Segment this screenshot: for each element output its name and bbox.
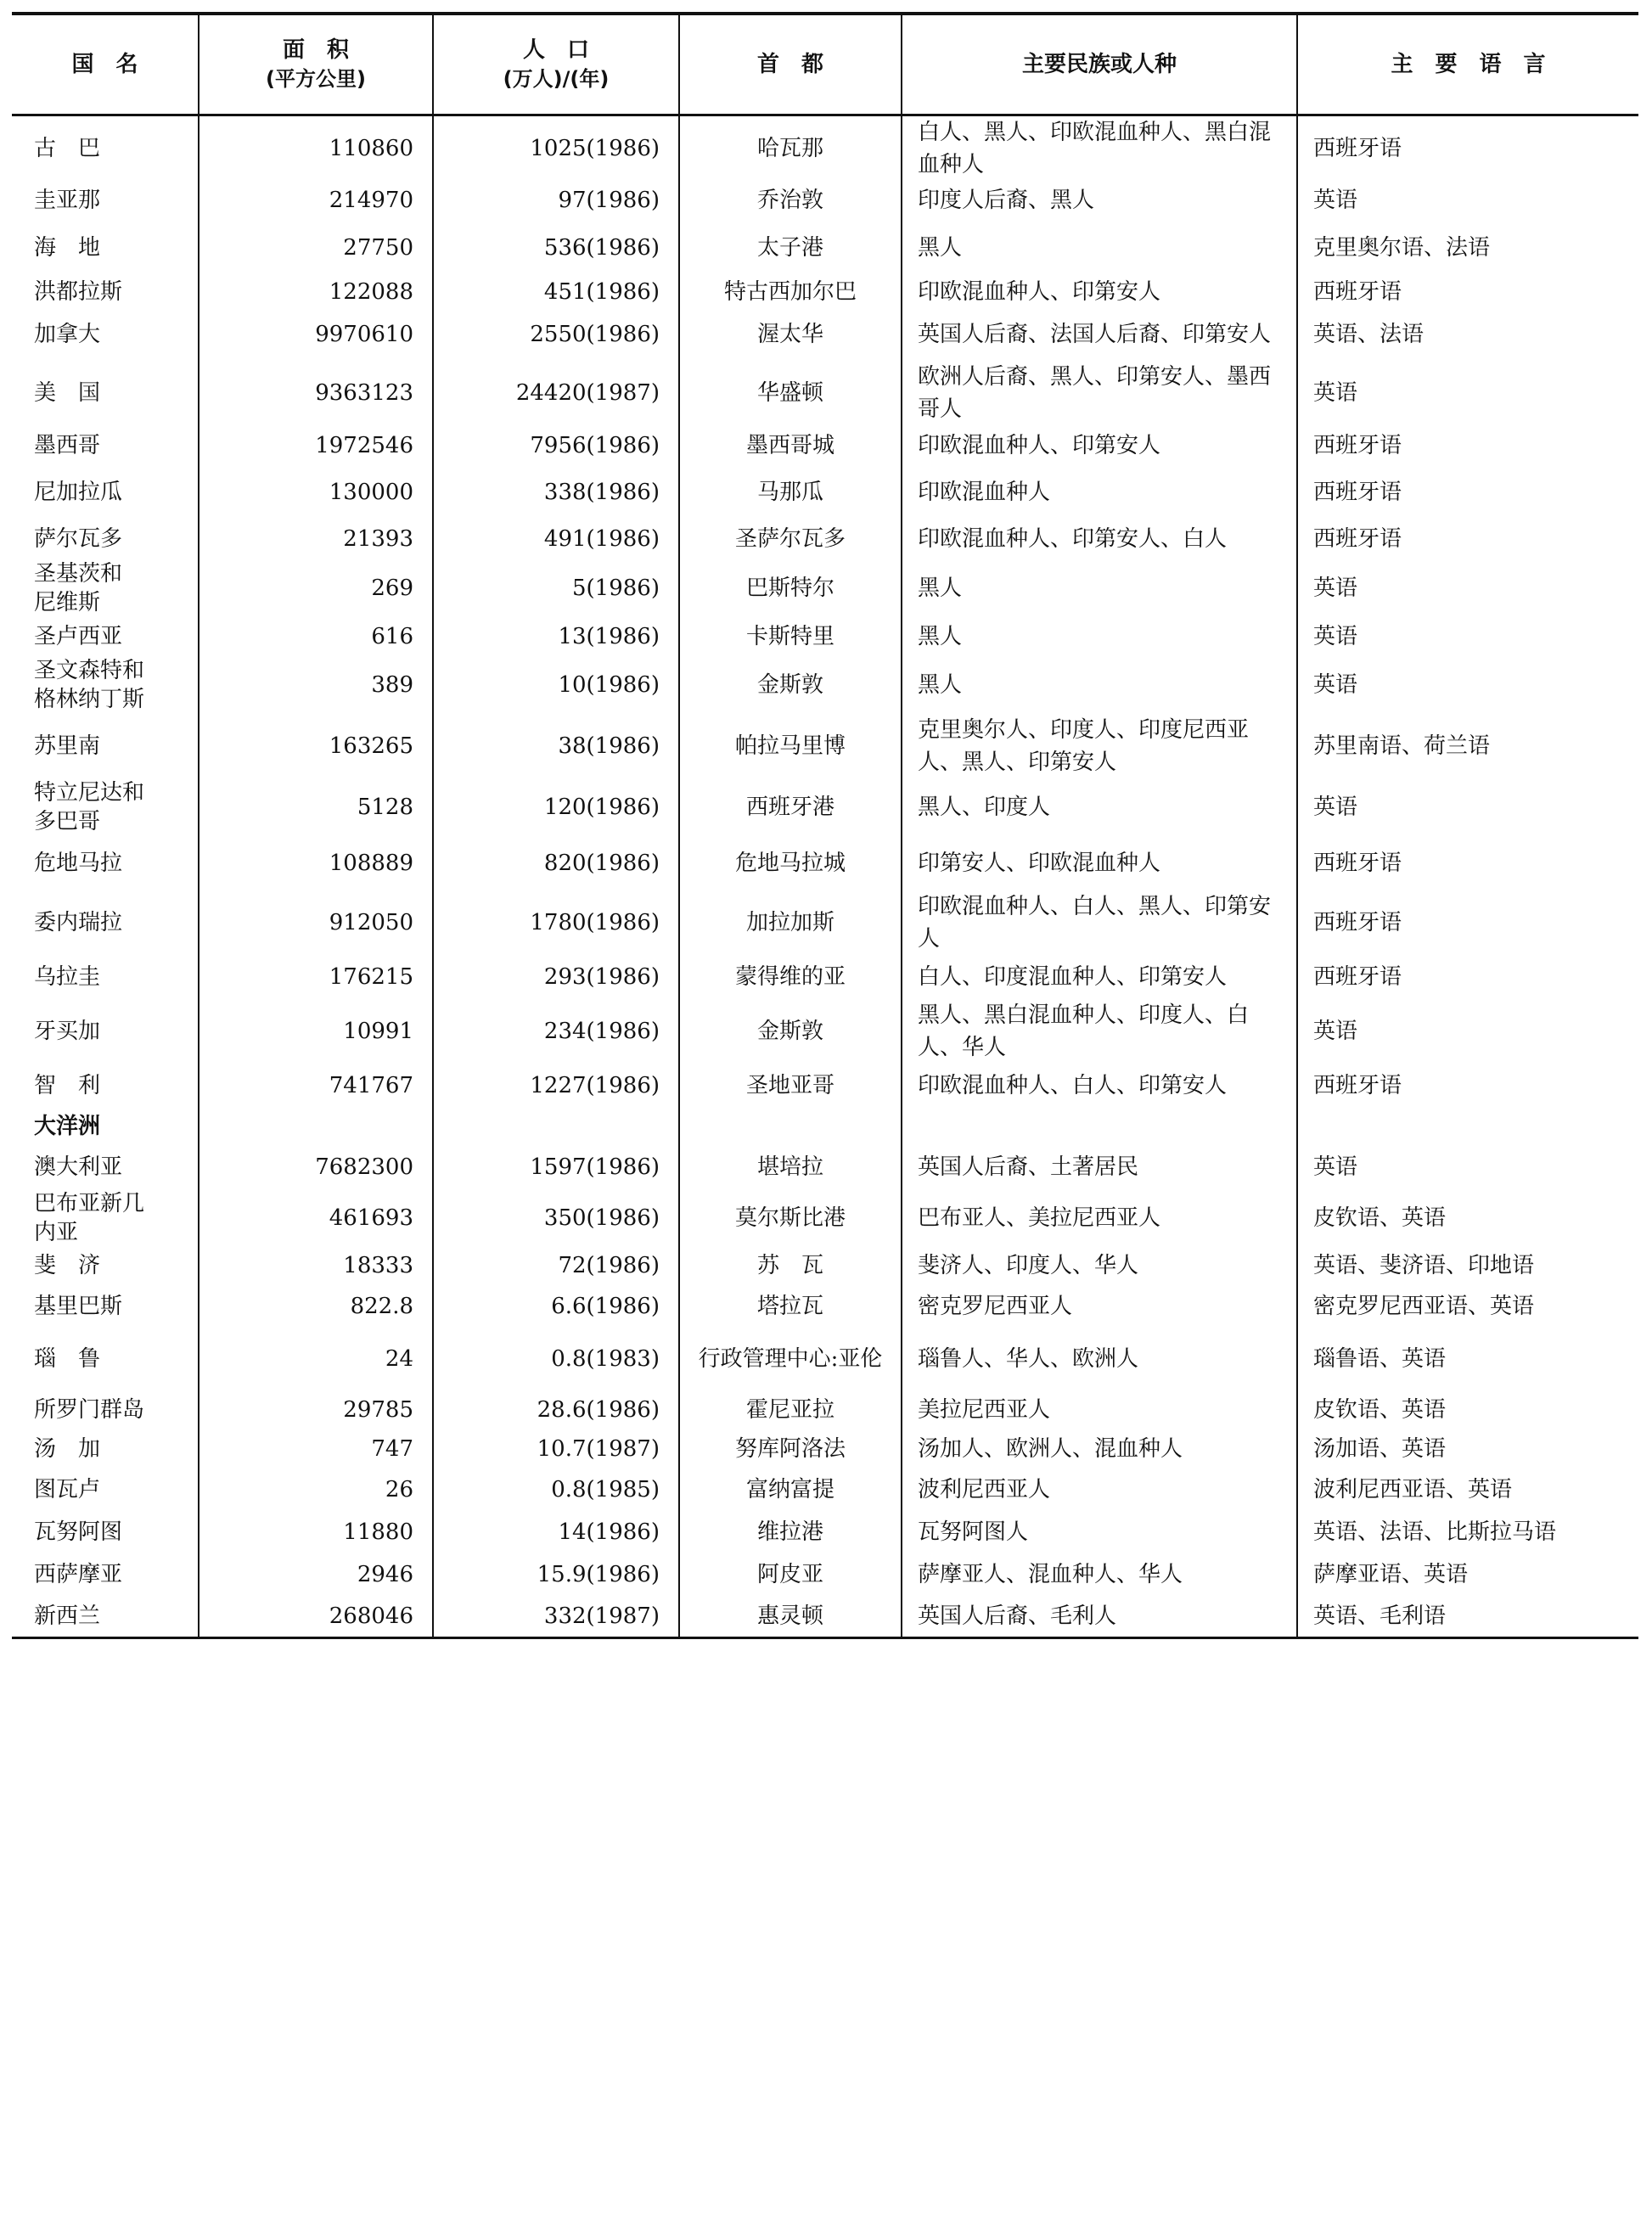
table-row — [12, 1247, 1638, 1284]
table-body — [12, 115, 1638, 1638]
cell-country-name: 瑙 鲁 — [34, 1346, 101, 1372]
cell-language: 英语、毛利语 — [1297, 1597, 1638, 1637]
cell-country-name: 汤 加 — [34, 1436, 101, 1462]
cell-ethnic: 黑人 — [902, 559, 1297, 617]
cell-area: 26 — [199, 1468, 433, 1512]
cell-ethnic: 英国人后裔、毛利人 — [902, 1597, 1297, 1637]
cell-country-name: 西萨摩亚 — [34, 1562, 123, 1587]
cell-language: 克里奥尔语、法语 — [1297, 220, 1638, 276]
cell-population: 72(1986) — [433, 1247, 679, 1284]
cell-ethnic: 印欧混血种人、白人、印第安人 — [902, 1064, 1297, 1108]
cell-language: 汤加语、英语 — [1297, 1430, 1638, 1468]
cell-population: 38(1986) — [433, 714, 679, 778]
country-table — [12, 12, 1638, 1639]
cell-country-name: 古 巴 — [34, 136, 101, 161]
table-row — [12, 1284, 1638, 1328]
cell-capital: 行政管理中心:亚伦 — [679, 1328, 902, 1390]
cell-country-name: 牙买加 — [34, 1019, 101, 1044]
cell-population: 120(1986) — [433, 778, 679, 836]
cell-ethnic: 克里奥尔人、印度人、印度尼西亚人、黑人、印第安人 — [902, 714, 1297, 778]
cell-ethnic: 白人、印度混血种人、印第安人 — [902, 955, 1297, 999]
cell-ethnic: 汤加人、欧洲人、混血种人 — [902, 1430, 1297, 1468]
cell-population: 10.7(1987) — [433, 1430, 679, 1468]
cell-population: 451(1986) — [433, 276, 679, 308]
cell-capital: 维拉港 — [679, 1512, 902, 1553]
cell-language: 西班牙语 — [1297, 425, 1638, 466]
cell-capital: 加拉加斯 — [679, 890, 902, 955]
cell-country-name: 斐 济 — [34, 1253, 101, 1278]
cell-area: 747 — [199, 1430, 433, 1468]
cell-capital: 危地马拉城 — [679, 836, 902, 890]
cell-language: 英语 — [1297, 181, 1638, 220]
cell-ethnic: 美拉尼西亚人 — [902, 1390, 1297, 1430]
cell-population: 0.8(1985) — [433, 1468, 679, 1512]
cell-area: 29785 — [199, 1390, 433, 1430]
cell-area: 2946 — [199, 1553, 433, 1597]
cell-population: 536(1986) — [433, 220, 679, 276]
cell-language: 西班牙语 — [1297, 955, 1638, 999]
cell-area: 176215 — [199, 955, 433, 999]
cell-language: 西班牙语 — [1297, 519, 1638, 559]
table-row — [12, 955, 1638, 999]
table-row — [12, 220, 1638, 276]
cell-language: 西班牙语 — [1297, 466, 1638, 519]
cell-ethnic: 黑人 — [902, 656, 1297, 714]
cell-country-name: 危地马拉 — [34, 851, 123, 876]
table-row — [12, 1553, 1638, 1597]
cell-ethnic: 瑙鲁人、华人、欧洲人 — [902, 1328, 1297, 1390]
table-row — [12, 1145, 1638, 1189]
cell-country-name: 萨尔瓦多 — [34, 526, 123, 552]
cell-capital: 圣萨尔瓦多 — [679, 519, 902, 559]
cell-ethnic: 黑人、印度人 — [902, 778, 1297, 836]
cell-ethnic: 印欧混血种人、印第安人 — [902, 276, 1297, 308]
cell-capital: 塔拉瓦 — [679, 1284, 902, 1328]
cell-ethnic: 瓦努阿图人 — [902, 1512, 1297, 1553]
cell-area: 461693 — [199, 1189, 433, 1247]
cell-country-name: 特立尼达和 多巴哥 — [34, 780, 145, 834]
cell-area: 9970610 — [199, 308, 433, 361]
cell-population: 350(1986) — [433, 1189, 679, 1247]
cell-capital: 乔治敦 — [679, 181, 902, 220]
table-row — [12, 308, 1638, 361]
cell-capital: 太子港 — [679, 220, 902, 276]
cell-population: 332(1987) — [433, 1597, 679, 1637]
cell-language: 西班牙语 — [1297, 1064, 1638, 1108]
cell-country-name: 瓦努阿图 — [34, 1519, 123, 1545]
cell-country-name: 墨西哥 — [34, 433, 101, 458]
table-row — [12, 276, 1638, 308]
cell-capital: 霍尼亚拉 — [679, 1390, 902, 1430]
header-ethnic: 主要民族或人种 — [902, 14, 1297, 115]
table-row — [12, 778, 1638, 836]
cell-population: 0.8(1983) — [433, 1328, 679, 1390]
cell-area: 269 — [199, 559, 433, 617]
header-language: 主 要 语 言 — [1297, 14, 1638, 115]
cell-ethnic: 印欧混血种人 — [902, 466, 1297, 519]
cell-capital: 巴斯特尔 — [679, 559, 902, 617]
cell-area: 130000 — [199, 466, 433, 519]
cell-area: 108889 — [199, 836, 433, 890]
cell-area: 122088 — [199, 276, 433, 308]
cell-population: 14(1986) — [433, 1512, 679, 1553]
cell-population: 13(1986) — [433, 617, 679, 656]
cell-area: 27750 — [199, 220, 433, 276]
table-row — [12, 714, 1638, 778]
cell-area: 741767 — [199, 1064, 433, 1108]
cell-area: 110860 — [199, 115, 433, 182]
cell-ethnic: 黑人、黑白混血种人、印度人、白人、华人 — [902, 999, 1297, 1064]
cell-ethnic: 印度人后裔、黑人 — [902, 181, 1297, 220]
cell-area: 10991 — [199, 999, 433, 1064]
empty-cell — [199, 1108, 433, 1145]
cell-population: 1780(1986) — [433, 890, 679, 955]
cell-country-name: 新西兰 — [12, 1597, 199, 1637]
cell-area: 18333 — [199, 1247, 433, 1284]
cell-capital: 惠灵顿 — [679, 1597, 902, 1637]
cell-population: 24420(1987) — [433, 361, 679, 425]
cell-language: 西班牙语 — [1297, 276, 1638, 308]
cell-language: 皮钦语、英语 — [1297, 1390, 1638, 1430]
cell-ethnic: 波利尼西亚人 — [902, 1468, 1297, 1512]
cell-language: 英语 — [1297, 559, 1638, 617]
cell-area: 5128 — [199, 778, 433, 836]
cell-language: 西班牙语 — [1297, 836, 1638, 890]
cell-capital: 特古西加尔巴 — [679, 276, 902, 308]
cell-capital: 堪培拉 — [679, 1145, 902, 1189]
cell-population: 15.9(1986) — [433, 1553, 679, 1597]
cell-capital: 渥太华 — [679, 308, 902, 361]
cell-language: 苏里南语、荷兰语 — [1297, 714, 1638, 778]
cell-ethnic: 黑人 — [902, 220, 1297, 276]
cell-population: 1025(1986) — [433, 115, 679, 182]
cell-population: 10(1986) — [433, 656, 679, 714]
region-row — [12, 1108, 1638, 1145]
empty-cell — [433, 1108, 679, 1145]
cell-country-name: 基里巴斯 — [34, 1294, 123, 1319]
table-row — [12, 999, 1638, 1064]
table-row — [12, 1390, 1638, 1430]
cell-language: 波利尼西亚语、英语 — [1297, 1468, 1638, 1512]
cell-area: 616 — [199, 617, 433, 656]
table-row — [12, 1597, 1638, 1637]
cell-country-name: 洪都拉斯 — [34, 279, 123, 305]
empty-cell — [902, 1108, 1297, 1145]
cell-population: 1227(1986) — [433, 1064, 679, 1108]
cell-ethnic: 印欧混血种人、白人、黑人、印第安人 — [902, 890, 1297, 955]
cell-area: 11880 — [199, 1512, 433, 1553]
cell-language: 英语 — [1297, 999, 1638, 1064]
cell-language: 英语 — [1297, 361, 1638, 425]
cell-country-name: 图瓦卢 — [34, 1477, 101, 1502]
table-row — [12, 1512, 1638, 1553]
table-row — [12, 466, 1638, 519]
cell-language: 英语 — [1297, 656, 1638, 714]
cell-language: 西班牙语 — [1297, 115, 1638, 182]
cell-area: 389 — [199, 656, 433, 714]
empty-cell — [679, 1108, 902, 1145]
header-area: 面 积 (平方公里) — [199, 14, 433, 115]
cell-ethnic: 印欧混血种人、印第安人、白人 — [902, 519, 1297, 559]
cell-country-name: 巴布亚新几 内亚 — [34, 1191, 145, 1245]
cell-language: 英语、法语、比斯拉马语 — [1297, 1512, 1638, 1553]
cell-area: 163265 — [199, 714, 433, 778]
cell-capital: 莫尔斯比港 — [679, 1189, 902, 1247]
cell-ethnic: 英国人后裔、土著居民 — [902, 1145, 1297, 1189]
cell-ethnic: 印欧混血种人、印第安人 — [902, 425, 1297, 466]
cell-area: 24 — [199, 1328, 433, 1390]
cell-country-name: 圣卢西亚 — [34, 624, 123, 649]
cell-language: 英语 — [1297, 1145, 1638, 1189]
cell-country-name: 加拿大 — [34, 322, 101, 347]
cell-country-name: 澳大利亚 — [34, 1154, 123, 1180]
cell-country-name: 海 地 — [34, 235, 101, 261]
cell-ethnic: 白人、黑人、印欧混血种人、黑白混血种人 — [902, 115, 1297, 182]
table-row — [12, 1189, 1638, 1247]
cell-country-name: 美 国 — [34, 380, 101, 406]
table-row — [12, 836, 1638, 890]
table-row — [12, 425, 1638, 466]
cell-capital: 金斯敦 — [679, 999, 902, 1064]
cell-area: 1972546 — [199, 425, 433, 466]
cell-capital: 圣地亚哥 — [679, 1064, 902, 1108]
table-row — [12, 559, 1638, 617]
cell-ethnic: 密克罗尼西亚人 — [902, 1284, 1297, 1328]
table-row — [12, 1328, 1638, 1390]
cell-country-name: 乌拉圭 — [34, 964, 101, 990]
header-population: 人 口 (万人)/(年) — [433, 14, 679, 115]
cell-population: 5(1986) — [433, 559, 679, 617]
cell-ethnic: 萨摩亚人、混血种人、华人 — [902, 1553, 1297, 1597]
cell-language: 英语 — [1297, 778, 1638, 836]
cell-area: 21393 — [199, 519, 433, 559]
cell-population: 2550(1986) — [433, 308, 679, 361]
cell-ethnic: 英国人后裔、法国人后裔、印第安人 — [902, 308, 1297, 361]
cell-population: 293(1986) — [433, 955, 679, 999]
table-row — [12, 115, 1638, 182]
region-label: 大洋洲 — [34, 1114, 101, 1139]
cell-ethnic: 欧洲人后裔、黑人、印第安人、墨西哥人 — [902, 361, 1297, 425]
cell-language: 密克罗尼西亚语、英语 — [1297, 1284, 1638, 1328]
cell-capital: 金斯敦 — [679, 656, 902, 714]
cell-capital: 马那瓜 — [679, 466, 902, 519]
cell-country-name: 苏里南 — [34, 733, 101, 759]
cell-language: 瑙鲁语、英语 — [1297, 1328, 1638, 1390]
cell-population: 234(1986) — [433, 999, 679, 1064]
cell-ethnic: 印第安人、印欧混血种人 — [902, 836, 1297, 890]
cell-country-name: 智 利 — [34, 1073, 101, 1098]
cell-language: 英语、斐济语、印地语 — [1297, 1247, 1638, 1284]
cell-population: 97(1986) — [433, 181, 679, 220]
header-name: 国 名 — [12, 14, 199, 115]
table-row — [12, 519, 1638, 559]
cell-capital: 华盛顿 — [679, 361, 902, 425]
cell-population: 491(1986) — [433, 519, 679, 559]
cell-ethnic: 黑人 — [902, 617, 1297, 656]
cell-capital: 富纳富提 — [679, 1468, 902, 1512]
table-header — [12, 14, 1638, 115]
cell-area: 214970 — [199, 181, 433, 220]
cell-population: 338(1986) — [433, 466, 679, 519]
table-row — [12, 1468, 1638, 1512]
cell-area: 9363123 — [199, 361, 433, 425]
cell-country-name: 圣基茨和 尼维斯 — [34, 561, 123, 615]
cell-population: 6.6(1986) — [433, 1284, 679, 1328]
table-row — [12, 1064, 1638, 1108]
cell-language: 英语 — [1297, 617, 1638, 656]
cell-ethnic: 巴布亚人、美拉尼西亚人 — [902, 1189, 1297, 1247]
cell-language: 皮钦语、英语 — [1297, 1189, 1638, 1247]
cell-capital: 哈瓦那 — [679, 115, 902, 182]
cell-country-name: 尼加拉瓜 — [34, 480, 123, 505]
table-row — [12, 656, 1638, 714]
table-row — [12, 1430, 1638, 1468]
cell-capital: 蒙得维的亚 — [679, 955, 902, 999]
table-row — [12, 181, 1638, 220]
cell-population: 1597(1986) — [433, 1145, 679, 1189]
cell-country-name: 委内瑞拉 — [34, 910, 123, 935]
cell-capital: 卡斯特里 — [679, 617, 902, 656]
cell-population: 7956(1986) — [433, 425, 679, 466]
cell-language: 英语、法语 — [1297, 308, 1638, 361]
cell-country-name: 圣文森特和 格林纳丁斯 — [34, 658, 145, 712]
cell-language: 萨摩亚语、英语 — [1297, 1553, 1638, 1597]
cell-capital: 西班牙港 — [679, 778, 902, 836]
cell-ethnic: 斐济人、印度人、华人 — [902, 1247, 1297, 1284]
empty-cell — [1297, 1108, 1638, 1145]
table-row — [12, 890, 1638, 955]
table-row — [12, 361, 1638, 425]
cell-capital: 努库阿洛法 — [679, 1430, 902, 1468]
cell-area: 822.8 — [199, 1284, 433, 1328]
cell-capital: 苏 瓦 — [679, 1247, 902, 1284]
cell-population: 28.6(1986) — [433, 1390, 679, 1430]
cell-country-name: 所罗门群岛 — [34, 1397, 145, 1423]
table-row — [12, 617, 1638, 656]
cell-language: 西班牙语 — [1297, 890, 1638, 955]
cell-area: 912050 — [199, 890, 433, 955]
cell-capital: 阿皮亚 — [679, 1553, 902, 1597]
cell-country-name: 圭亚那 — [34, 188, 101, 213]
cell-capital: 帕拉马里博 — [679, 714, 902, 778]
header-capital: 首 都 — [679, 14, 902, 115]
cell-area: 268046 — [199, 1597, 433, 1637]
cell-population: 820(1986) — [433, 836, 679, 890]
cell-area: 7682300 — [199, 1145, 433, 1189]
cell-capital: 墨西哥城 — [679, 425, 902, 466]
